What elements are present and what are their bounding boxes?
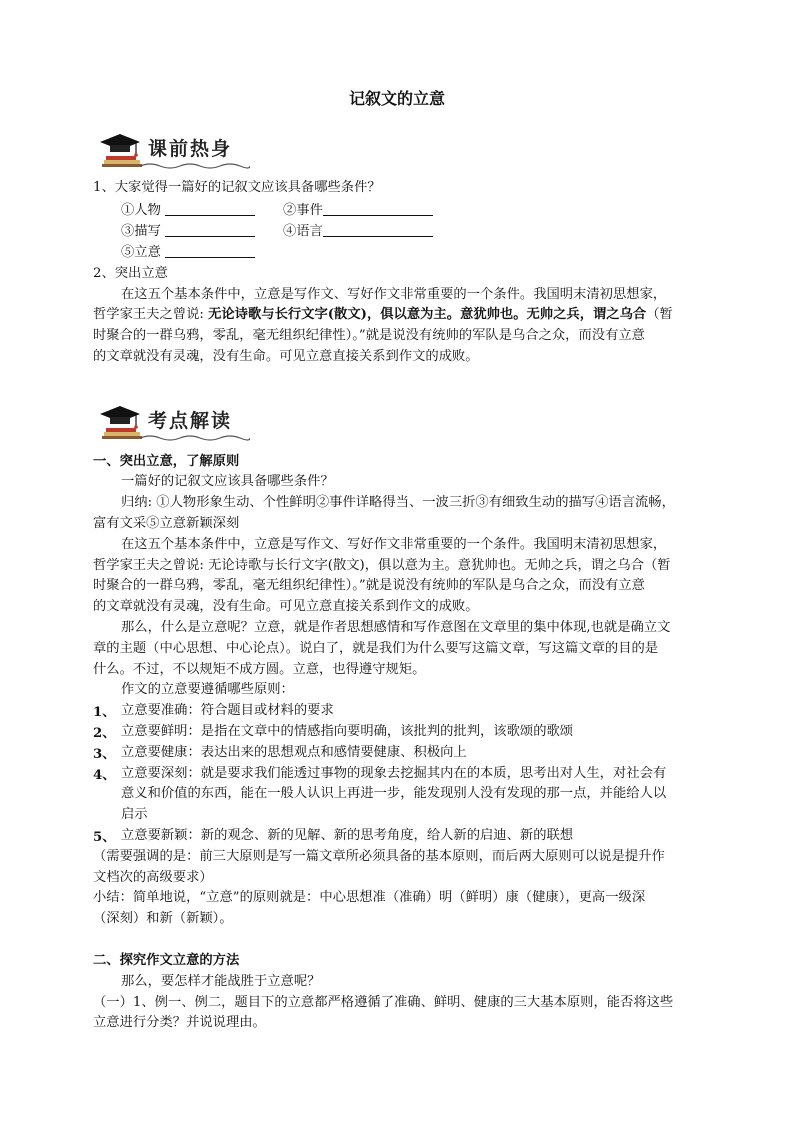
body-line: 章的主题（中心思想、中心论点）。说白了，就是我们为什么要写这篇文章，写这篇文章的目的是 — [93, 641, 659, 656]
heading-2: 二、探究作文立意的方法 — [93, 953, 240, 968]
body-line: 立意进行分类？并说说理由。 — [93, 1015, 266, 1030]
section-banner-warmup — [96, 130, 256, 170]
note-line: 文档次的高级要求） — [93, 870, 213, 885]
section-banner-analysis — [96, 402, 256, 442]
principle-text: 意义和价值的东西，能在一般人认识上再进一步，能发现别人没有发现的那一点，并能给人以 — [121, 786, 667, 801]
document-title: 记叙文的立意 — [348, 89, 445, 108]
quote-emphasis: 无论诗歌与长行文字(散文)，俱以意为主。意犹帅也。无帅之兵，谓之乌合 — [208, 307, 647, 322]
body-line: 归纳: ①人物形象生动、个性鲜明②事件详略得当、一波三折③有细致生动的描写④语言流畅， — [121, 495, 675, 510]
body-line: 那么，要怎样才能战胜于立意呢？ — [121, 974, 321, 989]
section-banner-label: 考点解读 — [148, 410, 233, 432]
para-line: 的文章就没有灵魂，没有生命。可见立意直接关系到作文的成败。 — [93, 349, 479, 364]
body-line: （一）1、例一、例二，题目下的立意都严格遵循了准确、鲜明、健康的三大基本原则，能否将这些 — [93, 995, 674, 1010]
principle-number: 2、 — [93, 726, 116, 741]
question-1: 1、大家觉得一篇好的记叙文应该具备哪些条件？ — [93, 180, 381, 195]
heading-1: 一、突出立意，了解原则 — [93, 454, 240, 469]
note-line: （需要强调的是：前三大原则是写一篇文章所必须具备的基本原则，而后两大原则可以说是提升作 — [93, 849, 665, 864]
body-line: 作文的立意要遵循哪些原则： — [121, 682, 294, 697]
question-2: 2、突出立意 — [93, 266, 168, 281]
principle-text: 立意要准确：符合题目或材料的要求 — [121, 703, 334, 718]
principle-number: 3、 — [93, 747, 116, 762]
body-line: 什么。不过，不以规矩不成方圆。立意，也得遵守规矩。 — [93, 662, 426, 677]
principle-number: 5、 — [93, 830, 116, 845]
summary-line: 小结：简单地说，“立意”的原则就是：中心思想准（准确）明（鲜明）康（健康），更高一级深 — [93, 890, 646, 905]
summary-line: （深刻）和新（新颖）。 — [93, 911, 233, 926]
para-line: 哲学家王夫之曾说: 无论诗歌与长行文字(散文)，俱以意为主。意犹帅也。无帅之兵，谓之乌合（暂 — [93, 307, 673, 322]
body-line: 的文章就没有灵魂，没有生命。可见立意直接关系到作文的成败。 — [93, 599, 479, 614]
body-line: 那么，什么是立意呢？立意，就是作者思想感情和写作意图在文章里的集中体现,也就是确立文 — [121, 620, 671, 635]
principle-text: 立意要新颖：新的观念、新的见解、新的思考角度，给人新的启迪、新的联想 — [121, 828, 574, 843]
field-description: ③描写 — [121, 222, 255, 242]
field-event: ②事件 — [283, 201, 433, 221]
para-line: 在这五个基本条件中，立意是写作文、写好作文非常重要的一个条件。我国明末清初思想家， — [121, 287, 667, 302]
principle-number: 4、 — [93, 768, 116, 783]
body-line: 在这五个基本条件中，立意是写作文、写好作文非常重要的一个条件。我国明末清初思想家， — [121, 537, 667, 552]
section-banner-label: 课前热身 — [148, 138, 233, 160]
body-line: 一篇好的记叙文应该具备哪些条件？ — [121, 474, 334, 489]
body-line: 哲学家王夫之曾说: 无论诗歌与长行文字(散文)，俱以意为主。意犹帅也。无帅之兵，谓之乌合（暂 — [93, 558, 671, 573]
principle-text: 立意要鲜明：是指在文章中的情感指向要明确，该批判的批判，该歌颂的歌颂 — [121, 724, 574, 739]
body-line: 富有文采⑤立意新颖深刻 — [93, 516, 240, 531]
principle-text: 立意要健康：表达出来的思想观点和感情要健康、积极向上 — [121, 745, 467, 760]
principle-number: 1、 — [93, 705, 116, 720]
field-language: ④语言 — [283, 222, 433, 242]
para-line: 时聚合的一群乌鸦，零乱，毫无组织纪律性）。”就是说没有统帅的军队是乌合之众，而没有立意 — [93, 328, 645, 343]
principle-text: 启示 — [121, 807, 148, 822]
field-person: ①人物 — [121, 201, 255, 221]
banner-underline — [140, 160, 250, 170]
banner-underline — [140, 432, 250, 442]
field-theme: ⑤立意 — [121, 243, 255, 263]
principle-text: 立意要深刻：就是要求我们能透过事物的现象去挖掘其内在的本质，思考出对人生，对社会有 — [121, 766, 667, 781]
body-line: 时聚合的一群乌鸦，零乱，毫无组织纪律性）。”就是说没有统帅的军队是乌合之众，而没有立意 — [93, 578, 645, 593]
